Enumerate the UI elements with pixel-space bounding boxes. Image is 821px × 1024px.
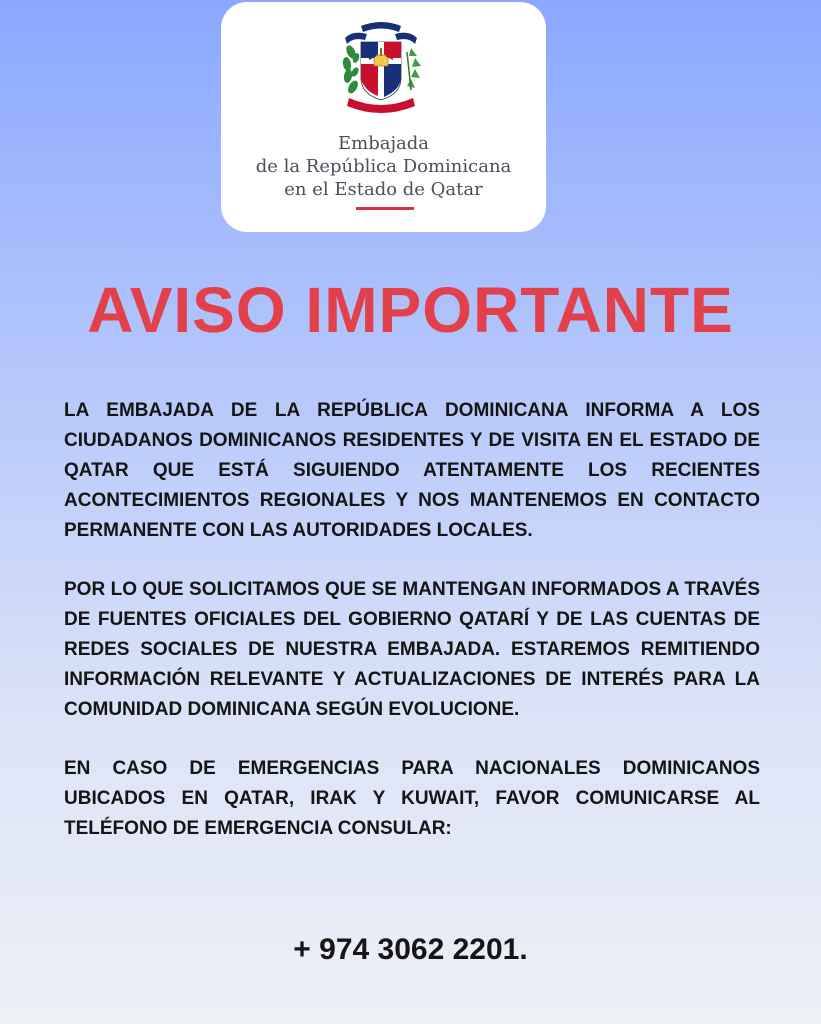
- paragraph-3: EN CASO DE EMERGENCIAS PARA NACIONALES DOMINICANOS UBICADOS EN QATAR, IRAK Y KUWAIT, FAVOR COMUNICARSE AL TELÉFONO DE EMERGENCIA CONSULAR:: [64, 758, 760, 839]
- embassy-name: [221, 132, 546, 201]
- coat-of-arms-icon: [331, 12, 431, 122]
- notice-body: [64, 396, 760, 873]
- embassy-name-line-3: en el Estado de Qatar: [284, 179, 483, 200]
- paragraph-2: POR LO QUE SOLICITAMOS QUE SE MANTENGAN INFORMADOS A TRAVÉS DE FUENTES OFICIALES DEL GOBIERNO QATARÍ Y DE LAS CUENTAS DE REDES SOCIALES DE NUESTRA EMBAJADA. ESTAREMOS REMITIENDO INFORMACIÓN RELEVANTE Y ACTUALIZACIONES DE INTERÉS PARA LA COMUNIDAD DOMINICANA SEGÚN EVOLUCIONE.: [64, 579, 760, 720]
- embassy-logo-card: [221, 2, 546, 232]
- red-divider: [356, 207, 414, 210]
- paragraph-1: LA EMBAJADA DE LA REPÚBLICA DOMINICANA INFORMA A LOS CIUDADANOS DOMINICANOS RESIDENTES Y DE VISITA EN EL ESTADO DE QATAR QUE ESTÁ SIGUIENDO ATENTAMENTE LOS RECIENTES ACONTECIMIENTOS REGIONALES Y NOS MANTENEMOS EN CONTACTO PERMANENTE CON LAS AUTORIDADES LOCALES.: [64, 400, 760, 541]
- embassy-name-line-1: Embajada: [337, 133, 430, 154]
- page-title: AVISO IMPORTANTE: [87, 274, 734, 346]
- emergency-phone-number[interactable]: + 974 3062 2201.: [293, 933, 528, 966]
- embassy-name-line-2: de la República Dominicana: [255, 156, 512, 177]
